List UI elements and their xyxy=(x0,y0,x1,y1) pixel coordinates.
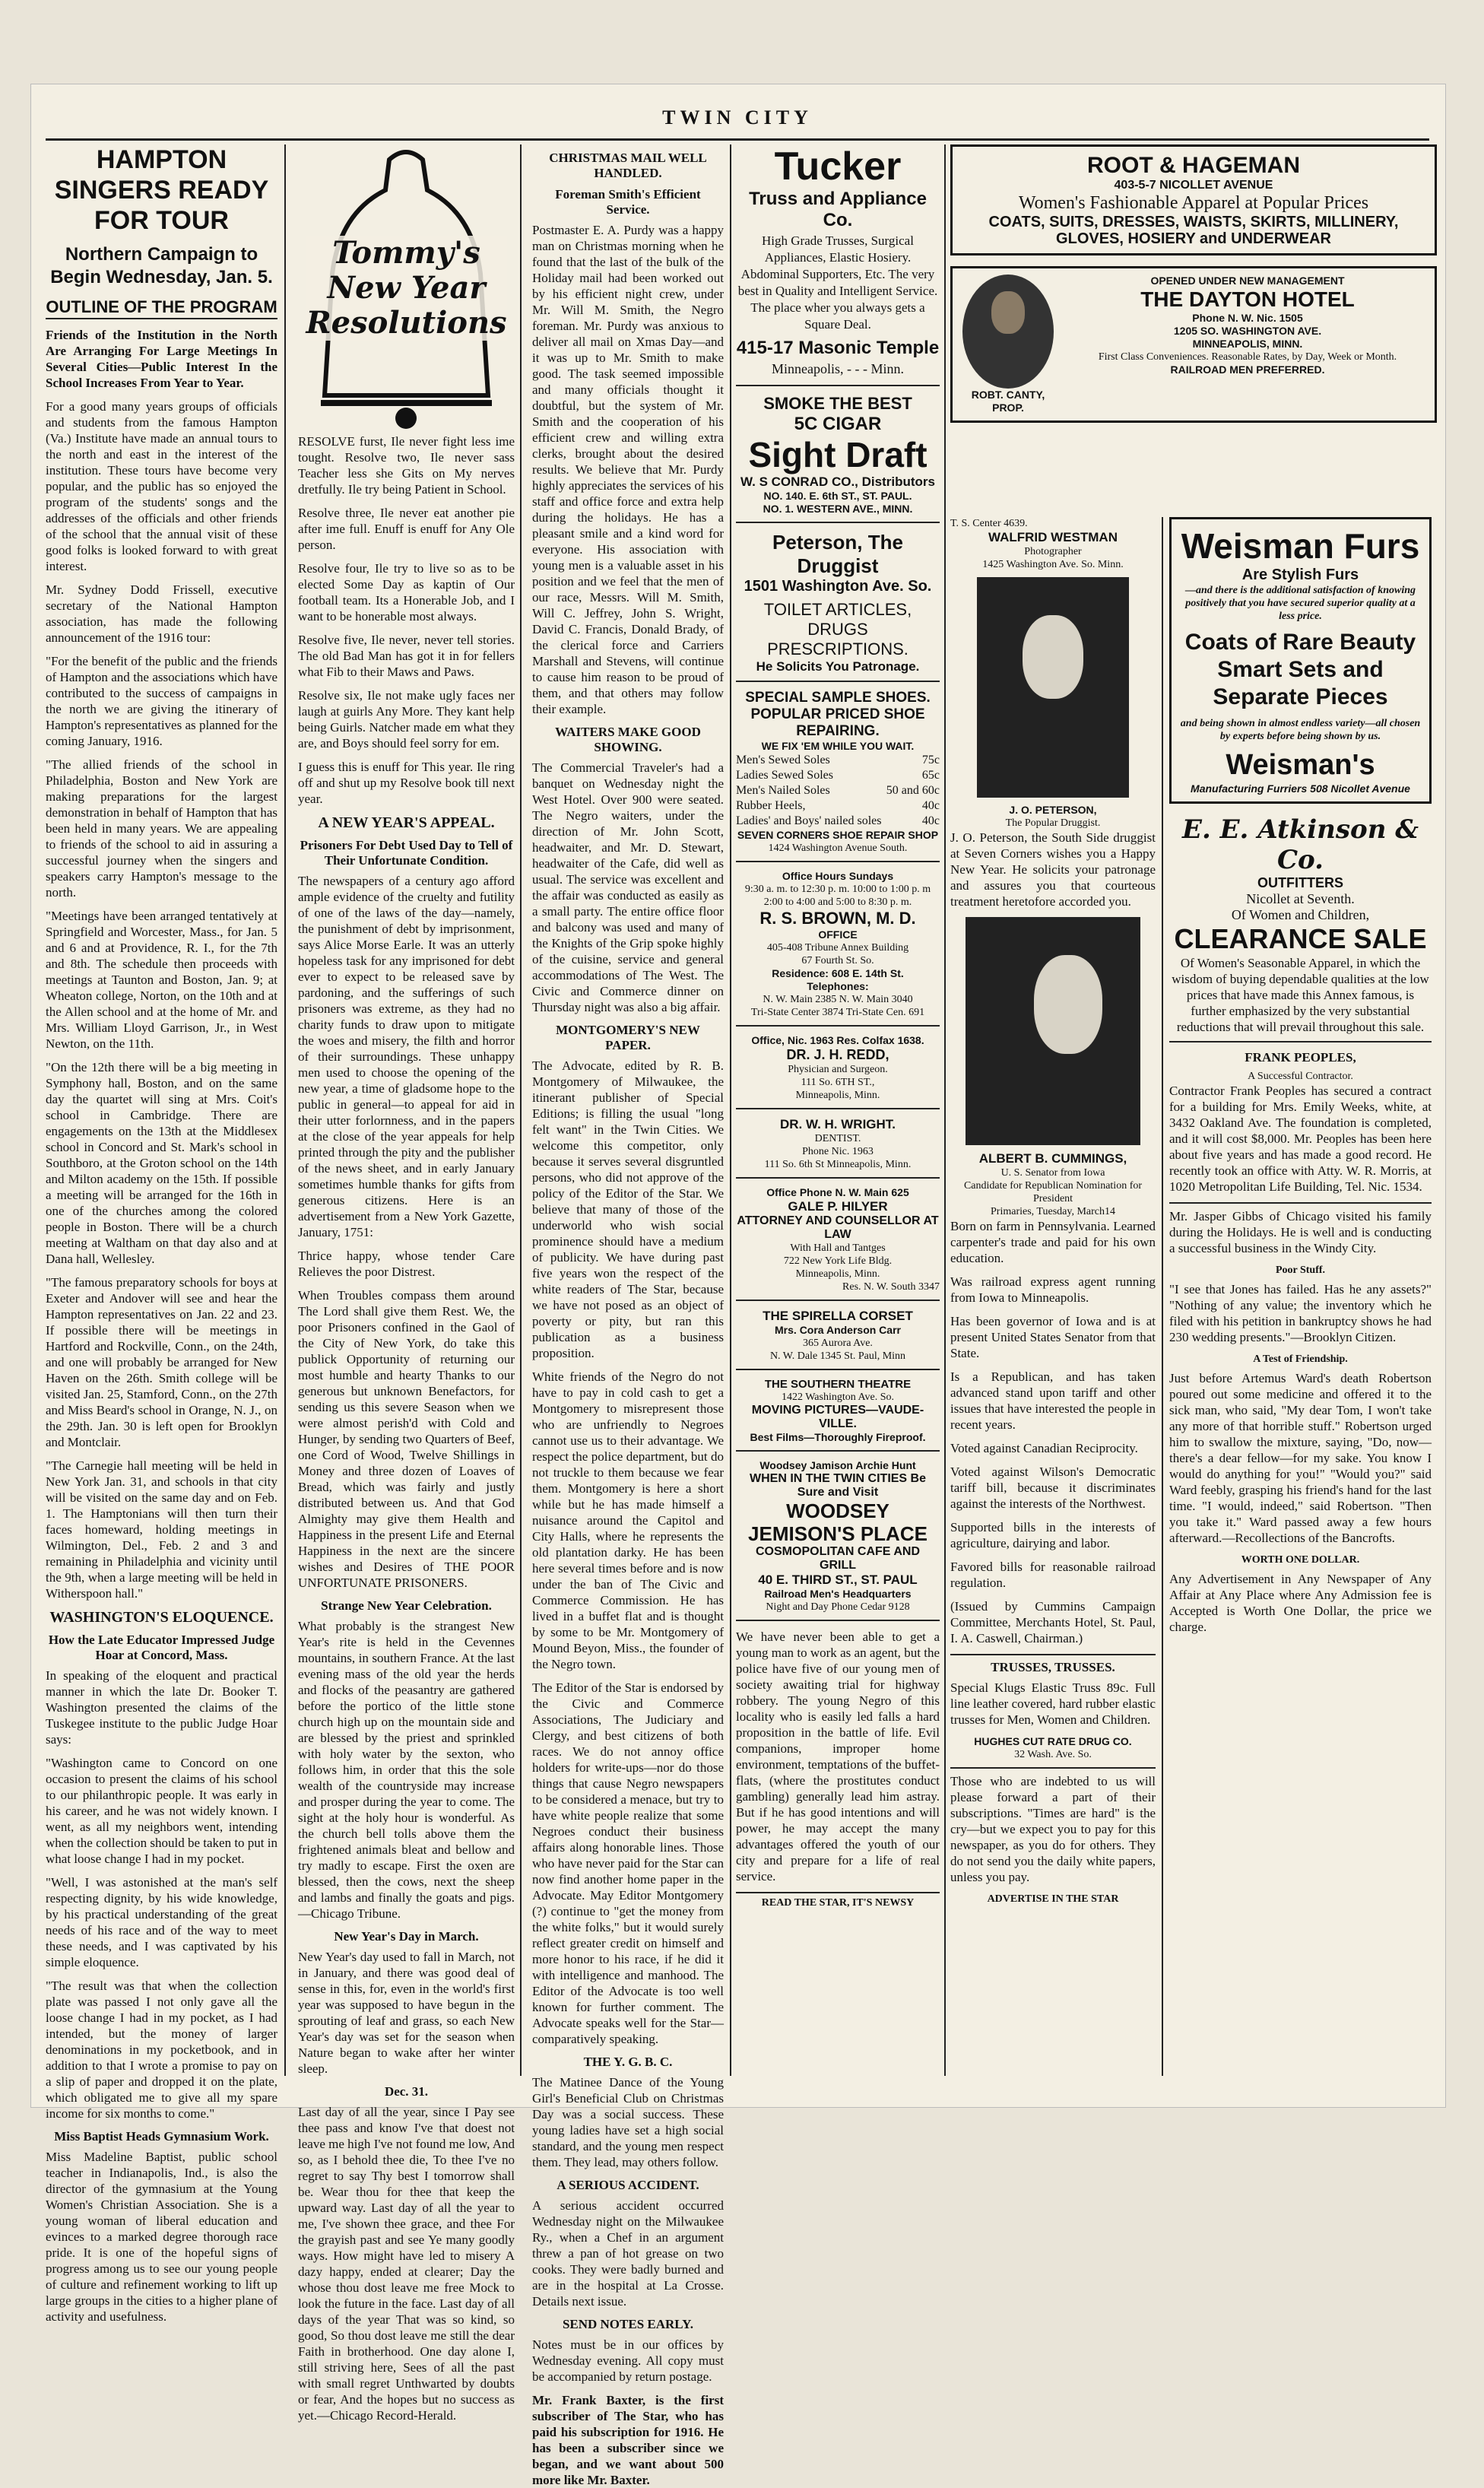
resolutions-title: Tommy's New Year Resolutions xyxy=(306,235,507,341)
article-paragraph: Mr. Sydney Dodd Frissell, executive secretary of the National Hampton association, has made the following announcement of the 1916 tour: xyxy=(46,582,277,645)
article-paragraph: When Troubles compass them around The Lord shall give them Rest. We, the poor Prisoners confined in the Gaol of the City of New York, do take this publick Opportunity of returning our most humble and hearty Thanks to our generous but unknown Benefactors, for sending us this severe Season when we were almost perish'd with Cold and Hunger, by sending two Quarters of Beef, one Cord of Wood, Twelve Shillings in Money and three dozen of Loaves of Bread, which was fairly and justly distributed between us. And that God Almighty may give them Health and Happiness in the present Life and Eternal Happiness in the next are the sincere wishes and Desires of THE POOR UNFORTUNATE PRISONERS. xyxy=(298,1288,515,1590)
cummings-point: Supported bills in the interests of agriculture, dairying and labor. xyxy=(950,1520,1156,1550)
ad-line: 1425 Washington Ave. So. Minn. xyxy=(982,559,1124,570)
article-paragraph: The Commercial Traveler's had a banquet on Wednesday night the West Hotel. Over 900 were seated. The Negro waiters, under the direction of Mr. John Scott, headwaiter, and Mr. D. Stewart, headwaiter of the Cafe, did well as usual. The service was excellent and the affair was conducted as easily as a small party. The entire office floor and balcony was used and many of the Knights of the Grip spoke highly of the cuisine, service and general accommodations of The West. The Civic and Commerce dinner on Thursday night was also a big affair. xyxy=(532,760,724,1014)
ad-line: NO. 140. E. 6th ST., ST. PAUL. xyxy=(763,490,912,502)
article-paragraph: Resolve four, Ile try to live so as to be elected Some Day as kaptin of Our football team. Its a Honerable Job, and I want to be honerable most always. xyxy=(298,561,515,624)
article-paragraph: "The famous preparatory schools for boys at Exeter and Andover will see and hear the Hampton representatives on Jan. 22 and 23. If possible there will be meetings in Hartford and Rockville, Conn., on the 24th, and one will probably be arranged for New Haven on the 26th. Smith college will be visited Jan. 25, Stamford, Conn., on the 27th and Miss Beard's school in Orange, N. J., on the 29th. Jan. 30 is left open for Brooklyn and Montclair. xyxy=(46,1275,277,1449)
article-heading: Miss Baptist Heads Gymnasium Work. xyxy=(54,2129,269,2144)
notice-paragraph: Those who are indebted to us will please forward a part of their subscriptions. "Times are hard" is the cry—but we expect you to pay for this newspaper, as you do for others. They do not send you the daily white papers, unless you pay. xyxy=(950,1767,1156,1885)
article-paragraph: Resolve five, Ile never, never tell stories. The old Bad Man has got it in for fellers what Fib to their Maws and Paws. xyxy=(298,633,515,679)
article-paragraph: "The allied friends of the school in Philadelphia, Boston and New York are making preparations for the largest demonstration in behalf of Hampton that has been held in many years. We are appealing to friends of the school to aid in assuring a successful journey when the singers and speakers carry Hampton's message to the north. xyxy=(46,757,277,900)
article-subheading: Prisoners For Debt Used Day to Tell of Their Unfortunate Condition. xyxy=(300,838,513,868)
ad-line: Of Women and Children, xyxy=(1231,907,1370,922)
ad-line: COATS, SUITS, DRESSES, WAISTS, SKIRTS, MILLINERY, GLOVES, HOSIERY and UNDERWEAR xyxy=(988,214,1399,247)
ad-line: SMOKE THE BEST xyxy=(763,394,912,413)
weisman-ad xyxy=(1169,517,1432,804)
article-heading: A Test of Friendship. xyxy=(1253,1353,1348,1365)
cummings-point: Born on farm in Pennsylvania. Learned carpenter's trade and paid for his own education. xyxy=(950,1219,1156,1265)
ad-line: He Solicits You Patronage. xyxy=(756,659,920,674)
column-news xyxy=(532,144,724,2487)
subheadline: Northern Campaign to Begin Wednesday, Jan. 5. xyxy=(50,244,273,287)
ad-line: Telephones: xyxy=(807,980,869,992)
ad-line: COSMOPOLITAN CAFE AND GRILL xyxy=(756,1545,920,1572)
ad-title: Weisman Furs xyxy=(1181,526,1420,566)
ad-title: R. S. BROWN, M. D. xyxy=(759,909,916,928)
masthead: TWIN CITY xyxy=(662,106,813,129)
ad-title: THE SOUTHERN THEATRE xyxy=(764,1378,912,1391)
article-paragraph: A serious accident occurred Wednesday night on the Milwaukee Ry., when a Chef in an argument threw a pan of hot grease on two cooks. They were badly burned and are in the hospital at La Crosse. Details next issue. xyxy=(532,2198,724,2309)
ad-title: THE DAYTON HOTEL xyxy=(1140,287,1355,311)
article-heading: CHRISTMAS MAIL WELL HANDLED. xyxy=(549,151,707,180)
wright-ad xyxy=(736,1117,940,1179)
article-intro: Friends of the Institution in the North Are Arranging For Large Meetings In Several Cities—Public Interest In the School Increases From Year to Year. xyxy=(46,328,277,390)
column-rule xyxy=(944,144,946,2076)
article-paragraph: Just before Artemus Ward's death Robertson poured out some medicine and offered it to the sick man, who said, "My dear Tom, I won't take any more of that horrible stuff." Robertson urged him to swallow the mixture, saying, "Do, now—there's a dear fellow—for my sake. You know I would do anything for you!" "Would you?" said Ward feebly, grasping his friend's hand for the last time. "I would, indeed," said Robertson. "Then you take it." Ward passed away a few hours afterward.—Recollections of the Bancrofts. xyxy=(1169,1371,1432,1545)
ad-line: N. W. Dale 1345 St. Paul, Minn xyxy=(769,1350,906,1362)
ad-title: DR. J. H. REDD, xyxy=(786,1047,889,1062)
article-paragraph: Special Klugs Elastic Truss 89c. Full line leather covered, hard rubber elastic trusses for Men, Women and Children. xyxy=(950,1680,1156,1727)
root-hageman-ad xyxy=(950,144,1437,255)
ad-line: Office, Nic. 1963 Res. Colfax 1638. xyxy=(751,1034,924,1046)
article-heading: WAITERS MAKE GOOD SHOWING. xyxy=(555,725,701,754)
column-weisman xyxy=(1169,517,1432,2083)
caption: U. S. Senator from Iowa xyxy=(1000,1167,1105,1179)
ad-line: Phone Nic. 1963 xyxy=(802,1146,874,1157)
ad-line: Minneapolis, Minn. xyxy=(795,1090,880,1101)
price-item: Ladies' and Boys' nailed soles xyxy=(736,814,882,827)
ad-body: High Grade Trusses, Surgical Appliances, Elastic Hosiery. Abdominal Supporters, Etc. The very best in Quality and Intelligent Service. The place wher you always gets a Square Deal. xyxy=(737,233,938,332)
peterson-ad xyxy=(736,531,940,682)
brown-ad xyxy=(736,870,940,1027)
cummings-point: Has been governor of Iowa and is at present United States Senator from that State. xyxy=(950,1314,1156,1360)
article-heading: SEND NOTES EARLY. xyxy=(562,2317,694,2331)
ad-line: 365 Aurora Ave. xyxy=(803,1338,873,1349)
article-paragraph: Notes must be in our offices by Wednesday evening. All copy must be accompanied by return postage. xyxy=(532,2337,724,2384)
column-rule xyxy=(1162,517,1163,2076)
price-value: 50 and 60c xyxy=(886,784,940,797)
article-paragraph: Miss Madeline Baptist, public school teacher in Indianapolis, Ind., is also the director of the gymnasium at the Young Women's Christian Association. She is a young woman of liberal education and evinces to a marked degree thorough race pride. It is one of the hopeful signs of progress among us to see our young people of culture and refinement working to lift up large groups in the cities to a higher plane of activity and usefulness. xyxy=(46,2150,277,2324)
article-heading: A NEW YEAR'S APPEAL. xyxy=(318,814,495,831)
ad-line: Best Films—Thoroughly Fireproof. xyxy=(750,1431,926,1443)
price-item: Ladies Sewed Soles xyxy=(736,769,833,782)
article-paragraph: RESOLVE furst, Ile never fight less ime tought. Resolve two, Ile never sass Teacher less she Gits on My nerves dretfully. Ile try being Patient in School. xyxy=(298,434,515,497)
column-tommy xyxy=(298,144,515,2423)
price-item: Men's Sewed Soles xyxy=(736,754,830,766)
ad-line: 9:30 a. m. to 12:30 p. m. 10:00 to 1:00 p. m xyxy=(744,884,931,895)
price-row xyxy=(736,753,940,768)
ad-line: With Hall and Tantges xyxy=(790,1242,886,1254)
tucker-ad xyxy=(736,144,940,386)
price-row xyxy=(736,798,940,814)
article-paragraph: The Matinee Dance of the Young Girl's Beneficial Club on Christmas Day was a social success. These young ladies have set a high social standard, and the young men respect them. They lead, may others follow. xyxy=(532,2075,724,2169)
ad-title: WALFRID WESTMAN xyxy=(988,530,1118,544)
caption: J. O. PETERSON, xyxy=(1009,804,1097,816)
ad-line: Res. N. W. South 3347 xyxy=(842,1281,940,1293)
article-paragraph: The Advocate, edited by R. B. Montgomery of Milwaukee, the itinerant publisher of Special Editions; is filling the usual "long felt want" in the Twin Cities. We welcome this competitor, only because it serves several disgruntled persons, who did not approve of the policy of the Editor of the Star. We believe that many of those of the underworld who wish social prominence should have a medium of publicity. We have during past five years won the respect of the white readers of The Star, because we have not posed as an object of poverty or pity, but ran this publication as a business proposition. xyxy=(532,1058,724,1360)
masthead-rule xyxy=(46,138,1429,141)
ad-title: DR. W. H. WRIGHT. xyxy=(779,1117,896,1131)
article-paragraph: "On the 12th there will be a big meeting in Symphony hall, Boston, and on the same day the quartet will sing at Mrs. Coit's school in Cambridge. There are engagements on the 13th at the Middlesex school in Concord and St. Mark's school in Southboro, at the Groton school on the 14th and Milton academy on the 15th. If possible a meeting will be arranged for the 16th in one of the churches among the colored people in Boston. There will be a church meeting at Waltham on that day also and at Dana hall, Wellesley. xyxy=(46,1060,277,1266)
ad-line: Office Hours Sundays xyxy=(782,870,894,882)
price-item: Men's Nailed Soles xyxy=(736,784,830,797)
ad-line: 1205 SO. WASHINGTON AVE. xyxy=(1173,325,1322,337)
ad-line: Tri-State Center 3874 Tri-State Cen. 691 xyxy=(750,1007,925,1018)
ad-line: DENTIST. xyxy=(814,1133,861,1144)
column-ads xyxy=(736,144,940,2083)
article-paragraph: New Year's day used to fall in March, not in January, and there was good deal of sense in this, for, even in the world's first year was supposed to have begun in the sprouting of leaf and grass, so each New Year's day was set for the season when Nature began to wake after her winter sleep. xyxy=(298,1950,515,2076)
ad-line: Manufacturing Furriers 508 Nicollet Avenue xyxy=(1191,782,1410,795)
ad-subtitle: Are Stylish Furs xyxy=(1241,566,1359,583)
ad-line: 722 New York Life Bldg. xyxy=(783,1255,893,1267)
ad-line: WHEN IN THE TWIN CITIES Be Sure and Visit xyxy=(750,1472,926,1499)
ad-line: MINNEAPOLIS, MINN. xyxy=(1192,338,1303,350)
ad-line: Nicollet at Seventh. xyxy=(1246,891,1355,906)
price-item: Rubber Heels, xyxy=(736,799,806,812)
ad-line: 67 Fourth St. So. xyxy=(801,955,874,966)
price-value: 65c xyxy=(921,769,940,782)
article-paragraph: The Editor of the Star is endorsed by the Civic and Commerce Associations, The Judiciary and Clergy, and best citizens of both races. We do not annoy office holders for write-ups—nor do those things that cause Negro newspapers to be considered a menace, but try to have white people realize that some Negroes conduct their business affairs along honorable lines. Those who have never paid for the Star can now find another home paper in the Advocate. May Editor Montgomery (?) continue to "get the money from the white folks," but it would surely reflect greater credit on himself and more honor to his race, if he did it with intelligence and manhood. The Editor of the Advocate is too well known for further comment. The Advocate speaks well for the Star—comparatively speaking. xyxy=(532,1680,724,2046)
cummings-points xyxy=(950,1218,1156,1591)
corset-ad xyxy=(736,1309,940,1370)
ad-line: Residence: 608 E. 14th St. xyxy=(772,967,904,979)
shoe-ad xyxy=(736,690,940,862)
price-list xyxy=(736,753,940,829)
ad-city: Minneapolis, - - - Minn. xyxy=(772,361,904,376)
ad-title: Weisman's xyxy=(1226,749,1375,781)
article-heading: New Year's Day in March. xyxy=(334,1929,479,1944)
peterson-portrait xyxy=(977,577,1129,798)
article-heading: FRANK PEOPLES, xyxy=(1245,1050,1356,1065)
article-heading: Strange New Year Celebration. xyxy=(321,1598,492,1613)
ad-line: Physician and Surgeon. xyxy=(788,1064,888,1075)
article-paragraph: "Well, I was astonished at the man's self respecting dignity, by his wide knowledge, by his practical understanding of the great needs of his race and of the way to meet these needs, and I was captivated by his simple eloquence. xyxy=(46,1875,277,1969)
ad-line: N. W. Main 2385 N. W. Main 3040 xyxy=(763,994,913,1005)
ad-line: Railroad Men's Headquarters xyxy=(764,1588,912,1600)
ad-title: WOODSEY JEMISON'S PLACE xyxy=(748,1499,928,1545)
ad-line: OUTFITTERS xyxy=(1257,875,1343,890)
footer-slogan: READ THE STAR, IT'S NEWSY xyxy=(736,1892,940,1909)
ad-line: ATTORNEY AND COUNSELLOR AT LAW xyxy=(737,1214,939,1241)
ad-line: Night and Day Phone Cedar 9128 xyxy=(766,1601,910,1613)
ad-line: HUGHES CUT RATE DRUG CO. xyxy=(974,1735,1132,1747)
ad-body: Of Women's Seasonable Apparel, in which the wisdom of buying dependable qualities at the low prices that have made this Annex famous, is further emphasized by the very substantial reductions that will prevail throughout this sale. xyxy=(1172,956,1429,1034)
caption: ALBERT B. CUMMINGS, xyxy=(978,1151,1127,1166)
article-paragraph: Mr. Jasper Gibbs of Chicago visited his family during the Holidays. He is well and is conducting a successful business in the Windy City. xyxy=(1169,1202,1432,1256)
article-paragraph: The newspapers of a century ago afford ample evidence of the cruelty and futility of one of the laws of the day—namely, the punishment of debt by imprisonment, says Alice Morse Earle. It was an utterly hopeless task for any imprisoned for debt ever to expect to be released save by pardoning, and the sufferings of such prisoners was extreme, as they had no charity funds to draw upon to mitigate the woes and misery, the filth and horror of their surroundings. These unhappy men used to choose the opening of the new year, a time of gladsome hope to the public in general—to appeal for aid in their utter forlornness, and in the papers at the close of the year appeals for help printed through the pity and the publisher of the news sheet, and in early January sometimes humble thanks for gifts from generous citizens. Here is an advertisement from a New York Gazette, January, 1751: xyxy=(298,874,515,1239)
ad-body: TOILET ARTICLES, DRUGS PRESCRIPTIONS. xyxy=(763,600,912,658)
cigar-ad xyxy=(736,394,940,523)
price-row xyxy=(736,814,940,829)
article-paragraph: What probably is the strangest New Year's rite is held in the Cevennes mountains, in southern France. At the last evening mass of the old year the herds and flocks of the peasantry are gathered before the portico of the little stone church high up on the mountain side and are blessed by the priest and sprinkled with holy water by the sexton, who follows him, in order that this the sole wealth of the countryside may increase and prosper during the year to come. The sight at the holy hour is wonderful. As the church bell tolls above them the frightened animals bleat and bellow and try madly to escape. First the oxen are blessed, then the cows, next the sheep and lambs and finally the goats and pigs.—Chicago Tribune. xyxy=(298,1619,515,1921)
article-paragraph: "The Carnegie hall meeting will be held in New York Jan. 31, and schools in that city will be visited on the same day and on Feb. 1. The Hamptonians will then turn their faces homeward, holding meetings in Wilmington, Del., Feb. 2 and 3 and remaining in Philadelphia and vicinity until the 9th, when a large meeting will be held in Witherspoon hall." xyxy=(46,1458,277,1601)
cummings-point: Favored bills for reasonable railroad regulation. xyxy=(950,1560,1156,1590)
ad-line: 111 So. 6TH ST., xyxy=(801,1077,875,1088)
theatre-ad xyxy=(736,1378,940,1452)
ad-line: 405-408 Tribune Annex Building xyxy=(766,942,909,954)
article-heading: Poor Stuff. xyxy=(1275,1265,1326,1276)
article-paragraph: "Washington came to Concord on one occasion to present the claims of his school to our philanthropic people. It was early in his career, and he was not widely known. I went, as all my neighbors went, intending when the collection should be taken to put in what loose change I had in my pocket. xyxy=(46,1756,277,1866)
ad-line: Phone N. W. Nic. 1505 xyxy=(1192,312,1303,324)
footer-slogan: ADVERTISE IN THE STAR xyxy=(987,1893,1119,1905)
article-heading: MONTGOMERY'S NEW PAPER. xyxy=(556,1023,700,1052)
article-paragraph: Contractor Frank Peoples has secured a contract for a building for Mrs. Emily Weeks, white, at 3432 Oakland Ave. The foundation is completed, and it will cost $8,000. Mr. Peoples has been here about five years and has made a good record. He recently took an office with Atty. W. R. Morris, at 1020 Metropolitan Life Building, Tel. Nic. 1534. xyxy=(1169,1084,1432,1194)
portrait-icon xyxy=(962,275,1054,389)
atkinson-ad xyxy=(1169,814,1432,1042)
ad-line: RAILROAD MEN PREFERRED. xyxy=(1170,363,1325,376)
column-hampton xyxy=(46,144,277,2324)
ad-line: ROBT. CANTY, PROP. xyxy=(971,389,1045,414)
article-paragraph: In speaking of the eloquent and practical manner in which the late Dr. Booker T. Washington presented the claims of the Tuskegee institute to the public Judge Hoar says: xyxy=(46,1668,277,1747)
caption: The Popular Druggist. xyxy=(1005,817,1101,829)
ad-line: 40 E. THIRD ST., ST. PAUL xyxy=(758,1572,918,1587)
price-value: 40c xyxy=(921,814,940,827)
article-subheading: A Successful Contractor. xyxy=(1248,1071,1353,1082)
price-row xyxy=(736,768,940,783)
resolutions-illustration xyxy=(298,144,515,433)
ad-line: Minneapolis, Minn. xyxy=(795,1268,880,1280)
ad-line: First Class Conveniences. Reasonable Rates, by Day, Week or Month. xyxy=(1098,351,1397,363)
ad-line: 1424 Washington Avenue South. xyxy=(768,843,908,854)
article-heading: THE Y. G. B. C. xyxy=(583,2055,673,2069)
article-paragraph: Resolve three, Ile never eat another pie after ime full. Enuff is enuff for Any Ole person. xyxy=(298,506,515,552)
column-rule xyxy=(730,144,731,2076)
ad-line: OPENED UNDER NEW MANAGEMENT xyxy=(1150,275,1345,287)
redd-ad xyxy=(736,1034,940,1109)
ad-body: and being shown in almost endless variety—all chosen by experts before being shown by us. xyxy=(1180,718,1421,742)
ad-title: Tucker xyxy=(774,144,902,189)
article-subheading: Foreman Smith's Efficient Service. xyxy=(555,187,701,217)
article-heading: WORTH ONE DOLLAR. xyxy=(1241,1554,1360,1566)
hilyer-ad xyxy=(736,1186,940,1301)
dayton-hotel-ad xyxy=(950,266,1437,423)
ad-line: Office Phone N. W. Main 625 xyxy=(766,1186,909,1198)
ad-title: CLEARANCE SALE xyxy=(1174,923,1427,954)
ad-title: E. E. Atkinson & Co. xyxy=(1182,814,1419,875)
article-subheading: How the Late Educator Impressed Judge Hoar at Concord, Mass. xyxy=(48,1633,275,1662)
ad-title: SPECIAL SAMPLE SHOES. POPULAR PRICED SHOE REPAIRING. xyxy=(745,690,931,739)
headline: HAMPTON SINGERS READY FOR TOUR xyxy=(54,145,269,235)
ad-line: SEVEN CORNERS SHOE REPAIR SHOP xyxy=(737,829,939,841)
ad-line: 1422 Washington Ave. So. xyxy=(781,1392,895,1403)
article-paragraph: Resolve six, Ile not make ugly faces ner laugh at guirls Any More. They kant help being Guirls. Natcher made em what they are, and Boys should feel sorry for em. xyxy=(298,688,515,751)
ad-line: 2:00 to 4:00 and 5:00 to 8:30 p. m. xyxy=(763,897,912,908)
price-value: 75c xyxy=(921,754,940,766)
ad-line: T. S. Center 4639. xyxy=(950,518,1028,529)
article-paragraph: "I see that Jones has failed. Has he any assets?" "Nothing of any value; the inventory which he filed with his petition in bankruptcy shows he had 230 wedding presents."—Brooklyn Citizen. xyxy=(1169,1282,1432,1344)
price-value: 40c xyxy=(921,799,940,812)
article-paragraph: Thrice happy, whose tender Care Relieves the poor Distrest. xyxy=(298,1249,515,1279)
article-paragraph: "For the benefit of the public and the friends of Hampton and the associations which have contributed to the success of campaigns in the north we are giving the itinerary of Hampton's representatives as planned for the coming January, 1916. xyxy=(46,654,277,748)
cummings-portrait xyxy=(966,917,1140,1145)
ad-line: NO. 1. WESTERN AVE., MINN. xyxy=(763,503,913,515)
column-rule xyxy=(520,144,522,2076)
ad-line: WE FIX 'EM WHILE YOU WAIT. xyxy=(761,740,915,752)
ad-line: OFFICE xyxy=(818,928,858,941)
ad-line: Candidate for Republican Nomination for President xyxy=(963,1180,1143,1204)
column-portraits xyxy=(950,517,1156,2083)
ad-title: GALE P. HILYER xyxy=(788,1199,888,1214)
ad-title: Peterson, The Druggist xyxy=(772,531,903,577)
price-row xyxy=(736,783,940,798)
ad-line: 32 Wash. Ave. So. xyxy=(1014,1749,1092,1760)
poem: Last day of all the year, since I Pay see thee pass and know I've that doest not leave me high I've not found me low, And so, as I behold thee die, To thee I've no regret to say Thy best I tomorrow shall be. Wear thou for thee that keep the upward way. Last day of all the year to me, I've shown thee grace, and thee For the grayish past and see Ye many goodly ways. How might have led to misery A dazy happy, ended at clearer; Day the whose thou dost leave me free Mock to look the future in the face. Last day of all days of the year That was so kind, so good, So thou dost leave me still the dear Faith in brotherhood. One day alone I, still striving here, Sees of all the past with small regret Unthwarted by doubts or fear, And the hopes but no success as yet.—Chicago Record-Herald. xyxy=(298,2105,515,2423)
proprietor-photo xyxy=(959,275,1058,414)
article-paragraph: I guess this is enuff for This year. Ile ring off and shut up my Resolve book till next year. xyxy=(298,760,515,806)
ad-title: THE SPIRELLA CORSET xyxy=(763,1309,913,1323)
poem-heading: Dec. 31. xyxy=(384,2084,429,2099)
ad-address: 415-17 Masonic Temple xyxy=(736,338,940,358)
cummings-point: Was railroad express agent running from Iowa to Minneapolis. xyxy=(950,1274,1156,1305)
column-rule xyxy=(284,144,286,2076)
article-paragraph: "Meetings have been arranged tentatively at Springfield and Worcester, Mass., for Jan. 5 and 6 and at Providence, R. I., for the 7th and 8th. The schedule then proceeds with meetings at Taunton and Boston, Jan. 9; at Wheaton college, Norton, on the 10th and at the Allen school and at the home of Mr. and Mrs. William Lloyd Garrison, Jr., in West Newton, on the 11th. xyxy=(46,909,277,1051)
ad-line: 5C CIGAR xyxy=(794,414,882,434)
article-paragraph: J. O. Peterson, the South Side druggist at Seven Corners wishes you a Happy New Year. He solicits your patronage and assures you that courteous treatment heretofore accorded you. xyxy=(950,830,1156,909)
notice-paragraph: We have never been able to get a young man to work as an agent, but the police have five of our young men of society awaiting trial for highway robbery. The young Negro of this locality who is easily led falls a hard proposition in the battle of life. Evil companions, improper home environment, temptations of the buffet-flats, (where the prostitutes conduct gambling) generally lead him astray. But if he has good intentions and will power, he may accept the many advantages offered the youth of our city and prepare for a life of real service. xyxy=(736,1630,940,1883)
article-paragraph: For a good many years groups of officials and students from the famous Hampton (Va.) Institute have made an annual tours to the north and east in the interest of the institution. These tours have become very popular, and the public has so enjoyed the program of the students' songs and the addresses of the officials and other friends of the school that the annual visit of these good folks is looked forward to with great interest. xyxy=(46,399,277,573)
ad-line: Mrs. Cora Anderson Carr xyxy=(775,1324,901,1336)
ad-title: ROOT & HAGEMAN xyxy=(1087,153,1300,178)
section-heading: OUTLINE OF THE PROGRAM xyxy=(46,297,277,319)
article-heading: TRUSSES, TRUSSES. xyxy=(950,1654,1156,1675)
ad-line: 111 So. 6th St Minneapolis, Minn. xyxy=(764,1159,912,1170)
ad-body: —and there is the additional satisfaction of knowing positively that you have secured superior quality at a less price. xyxy=(1185,585,1416,622)
ad-line: (Issued by Cummins Campaign Committee, Merchants Hotel, St. Paul, I. A. Caswell, Chairman.) xyxy=(950,1599,1156,1645)
ad-subtitle: Truss and Appliance Co. xyxy=(749,189,927,230)
jamison-ad xyxy=(736,1459,940,1621)
article-paragraph: Mr. Frank Baxter, is the first subscriber of The Star, who has paid his subscription for 1916. He has been a subscriber since we began, and we want about 500 more like Mr. Baxter. xyxy=(532,2393,724,2487)
article-paragraph: White friends of the Negro do not have to pay in cold cash to get a Montgomery to misrepresent those who are unfriendly to Negroes cannot use us to their advantage. We respect the police department, but do not truckle to them because we fear them. Montgomery is here a short while but he has made himself a nuisance around the Capitol and City Halls, where he represents the old plantation darky. He has been here several times before and is now under the ban of The Civic and Commerce Commission. He has lived in a buffet flat and is thought by some to be Mr. Montgomery of Mound Beyon, Miss., the founder of the Negro town. xyxy=(532,1369,724,1671)
article-paragraph: Any Advertisement in Any Newspaper of Any Affair at Any Place where Any Admission fee is Accepted is Worth One Dollar, the price we charge. xyxy=(1169,1572,1432,1634)
ad-title: Sight Draft xyxy=(748,435,928,474)
cummings-point: Is a Republican, and has taken advanced stand upon tariff and other issues that have interested the people in recent years. xyxy=(950,1369,1156,1432)
ad-title: Coats of Rare Beauty Smart Sets and Separate Pieces xyxy=(1184,630,1416,709)
top-ads xyxy=(950,144,1437,509)
cummings-point: Voted against Wilson's Democratic tariff bill, because it discriminates against the interests of the Northwest. xyxy=(950,1465,1156,1511)
ad-line: Photographer xyxy=(1024,546,1082,557)
article-paragraph: Postmaster E. A. Purdy was a happy man on Christmas morning when he found that the last of the bulk of the Holiday mail had been worked out by his efficient night crew, under Mr. Will M. Smith, the Negro foreman. Mr. Purdy was anxious to deliver all mail on Xmas Day—and it was up to Mr. Smith to make good. The task seemed impossible and many officials thought it doubtful, but the system of Mr. Smith and the cooperation of his efficient crew and willing extra clerks, brought about the desired results. We believe that Mr. Purdy highly appreciates the services of his staff and office force and extra help during the holidays. He has a pleasant smile and a kind word for everyone. His association with young men is a valuable asset in his position and we feel that the men of our race, Messrs. Will M. Smith, Will C. Jeffrey, John S. Wright, David C. Francis, Donald Brady, of the clerical force and Carriers Marshall and Stevens, will continue to cause him reason to be proud of them, and that others may follow their example. xyxy=(532,223,724,716)
ad-line: Woodsey Jamison Archie Hunt xyxy=(759,1459,916,1471)
ad-line: MOVING PICTURES—VAUDE-VILLE. xyxy=(751,1404,924,1430)
ad-line: Primaries, Tuesday, March14 xyxy=(991,1206,1115,1217)
ad-address: 403-5-7 NICOLLET AVENUE xyxy=(1114,179,1273,192)
cummings-point: Voted against Canadian Reciprocity. xyxy=(950,1441,1138,1455)
ad-line: W. S CONRAD CO., Distributors xyxy=(740,474,935,489)
ad-line: Women's Fashionable Apparel at Popular Prices xyxy=(1018,193,1369,213)
ad-address: 1501 Washington Ave. So. xyxy=(744,578,932,595)
article-heading: A SERIOUS ACCIDENT. xyxy=(556,2178,699,2192)
dayton-text xyxy=(1067,275,1429,414)
article-paragraph: "The result was that when the collection plate was passed I not only gave all the loose change I had in my pocket, as I had intended, but the money of larger denominations in my pocketbook, and in addition to that I wrote a promise to pay on a slip of paper and dropped it on the plate, which obligated me to give all my spare income for six months to come." xyxy=(46,1979,277,2121)
article-heading: WASHINGTON'S ELOQUENCE. xyxy=(49,1609,274,1626)
